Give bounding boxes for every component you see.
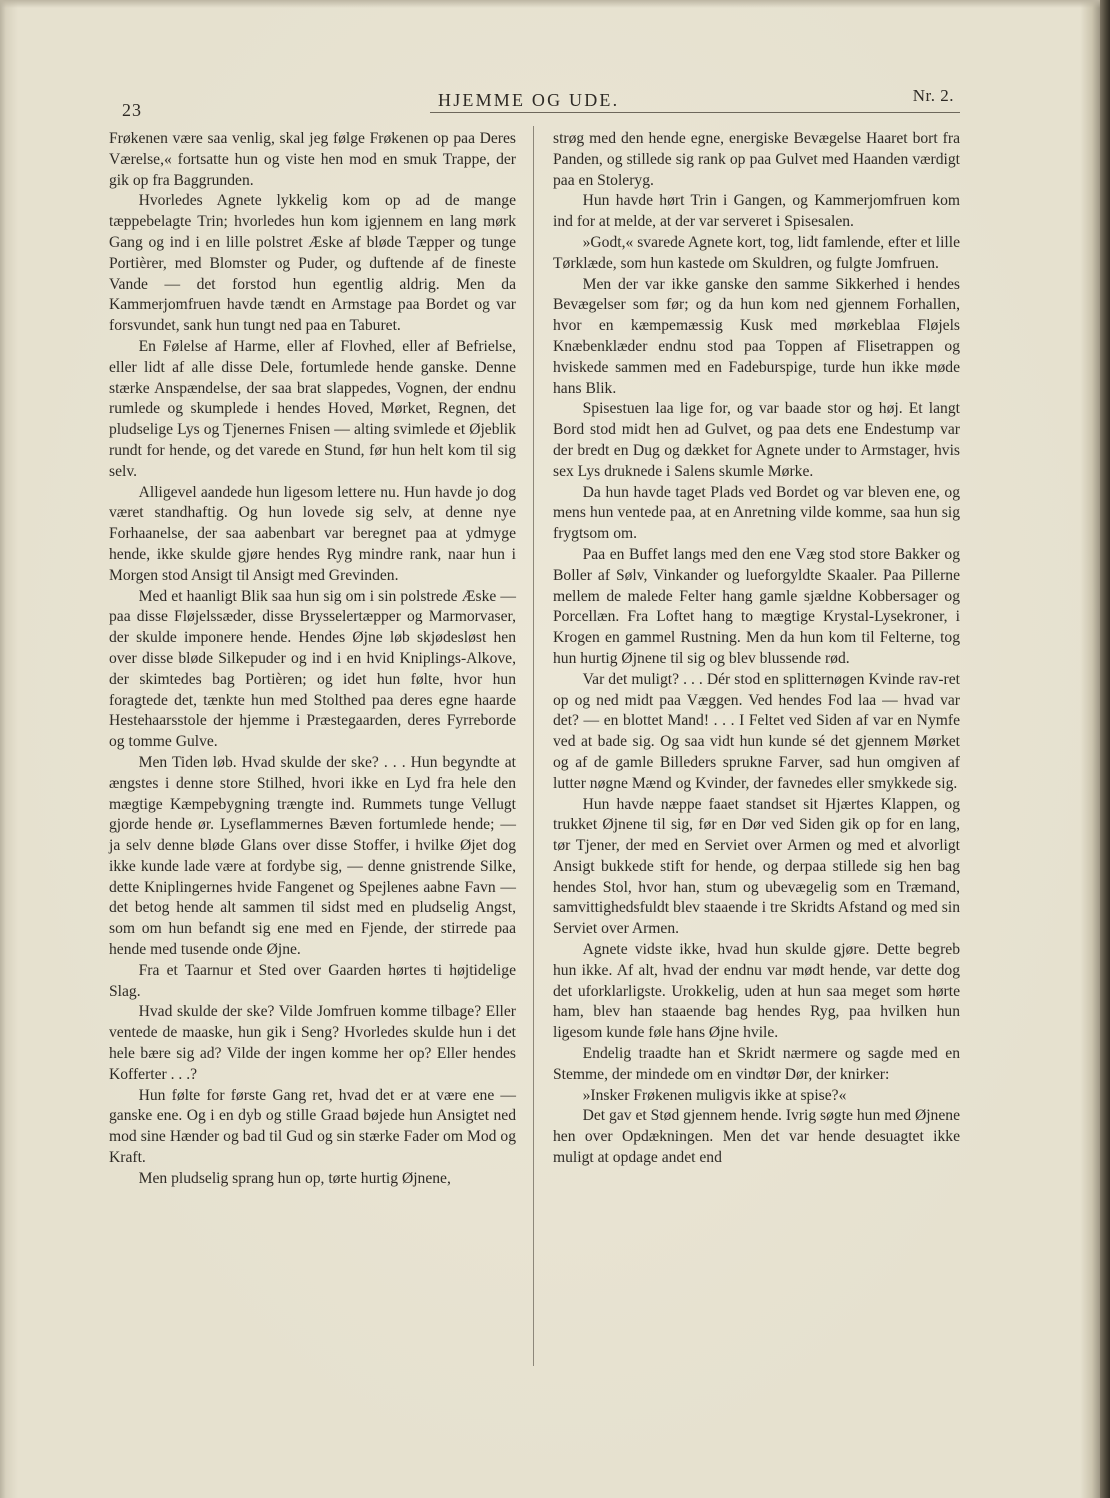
paragraph: Hun havde hørt Trin i Gangen, og Kammerjomfruen kom ind for at melde, at der var serveret i Spisesalen. [553, 192, 960, 231]
paragraph: Var det muligt? . . . Dér stod en splitternøgen Kvinde rav-ret op og ned midt paa Væggen. Ved hendes Fod laa — hvad var det? — en blottet Mand! . . . I Feltet ved Siden af var en Nymfe ved at bade sig. Og saa vidt hun kunde sé det gjennem Mørket og af de gamle Billeders sprukne Farver, sad hun omgiven af lutter nøgne Mænd og Kvinder, der favnedes eller smykkede sig. [553, 670, 960, 792]
issue-number: Nr. 2. [912, 86, 954, 105]
paragraph: Hvad skulde der ske? Vilde Jomfruen komme tilbage? Eller ventede de maaske, hun gik i Seng? Hvorledes skulde hun i det hele bære sig ad? Vilde der ingen komme her op? Eller hendes Kofferter . . .? [109, 1003, 516, 1083]
right-column [553, 129, 960, 1169]
header-rule [430, 112, 960, 113]
paragraph: Det gav et Stød gjennem hende. Ivrig søgte hun med Øjnene hen over Opdækningen. Men det var hende desuagtet ikke muligt at opdage andet end [553, 1107, 960, 1167]
paragraph: Hvorledes Agnete lykkelig kom op ad de mange tæppebelagte Trin; hvorledes hun kom igjennem en lang mørk Gang og ind i en lille polstret Æske af bløde Tæpper og tunge Portièrer, med Blomster og Puder, og duftende af de fineste Vande — det forstod hun egentlig aldrig. Men da Kammerjomfruen havde tændt en Armstage paa Bordet og var forsvundet, sank hun tungt ned paa en Taburet. [109, 192, 516, 335]
paragraph: Frøkenen være saa venlig, skal jeg følge Frøkenen op paa Deres Værelse,« fortsatte hun og viste hen mod en smuk Trappe, der gik op fra Baggrunden. [109, 130, 516, 189]
paragraph: Men Tiden løb. Hvad skulde der ske? . . . Hun begyndte at ængstes i denne store Stilhed, hvori ikke en Lyd fra hele den mægtige Kæmpebygning trængte ind. Rummets tunge Vellugt gjorde hende ør. Lyseflammernes Bæven fortumlede hende; — ja selv denne bløde Glans over disse Stoffer, i hvilke Øjet dog ikke kunde lade være at fordybe sig, — denne gnistrende Silke, dette Kniplingernes hvide Fangenet og Spejlenes aabne Favn — det betog hende alt sammen til sidst med en pludselig Angst, som om hun befandt sig ene med en Fjende, der stirrede paa hende med tusende onde Øjne. [109, 753, 516, 959]
paragraph: En Følelse af Harme, eller af Flovhed, eller af Befrielse, eller lidt af alle disse Dele, fortumlede hende ganske. Denne stærke Anspændelse, der saa brat slappedes, Vognen, der endnu rumlede og skumplede i hendes Hoved, Mørket, Regnen, det pludselige Lys og Tjenernes Fnisen — alting svimlede et Øjeblik rundt for hende, og det varede en Stund, før hun helt kom til sig selv. [109, 337, 516, 480]
book-spine [1100, 0, 1110, 1498]
running-head [118, 86, 960, 120]
paragraph: Alligevel aandede hun ligesom lettere nu. Hun havde jo dog været standhaftig. Og hun lovede sig selv, at denne nye Forhaanelse, der saa aabenbart var beregnet paa at ydmyge hende, ikke skulde gjøre hendes Ryg mindre rank, naar hun i Morgen stod Ansigt til Ansigt med Grevinden. [109, 483, 516, 584]
paragraph: Paa en Buffet langs med den ene Væg stod store Bakker og Boller af Sølv, Vinkander og lueforgyldte Skaaler. Paa Pillerne mellem de malede Felter hang gamle sjældne Kobbersager og Porcellæn. Fra Loftet hang to mægtige Krystal-Lysekroner, i Krogen en gammel Rustning. Men da hun kom til Felterne, tog hun hurtig Øjnene til sig og blev blussende rød. [553, 545, 960, 667]
paragraph: Med et haanligt Blik saa hun sig om i sin polstrede Æske — paa disse Fløjelssæder, disse Brysselertæpper og Marmorvaser, der skulde imponere hende. Hendes Øjne løb skjødesløst hen over disse bløde Silkepuder og ind i en hvid Kniplings-Alkove, der skimtedes bag Portièren; og idet hun følte, hvor hun foragtede det, tænkte hun med Stolthed paa deres egne haarde Hestehaarsstole der hjemme i Præstegaarden, deres Fyrreborde og tomme Gulve. [109, 587, 516, 751]
magazine-title: HJEMME OG UDE. [438, 90, 620, 110]
page-number: 23 [122, 100, 142, 120]
left-column [109, 129, 516, 1190]
paragraph: Spisestuen laa lige for, og var baade stor og høj. Et langt Bord stod midt hen ad Gulvet, og paa dets ene Endestump var der bredt en Dug og dækket for Agnete under to Armstager, hvis sex Lys druknede i Salens skumle Mørke. [553, 400, 960, 480]
column-divider [533, 126, 534, 1366]
paragraph: Agnete vidste ikke, hvad hun skulde gjøre. Dette begreb hun ikke. Af alt, hvad der endnu var mødt hende, var dette dog det uforklarligste. Urokkelig, uden at hun saa meget som hørte ham, blev han staaende bag hendes Ryg, paa hvilken hun ligesom kunde føle hans Øjne hvile. [553, 941, 960, 1042]
paragraph: Men pludselig sprang hun op, tørte hurtig Øjnene, [138, 1169, 451, 1187]
paragraph: Da hun havde taget Plads ved Bordet og var bleven ene, og mens hun ventede paa, at en Anretning vilde komme, saa hun sig frygtsom om. [553, 483, 960, 543]
paragraph: strøg med den hende egne, energiske Bevægelse Haaret bort fra Panden, og stillede sig rank op paa Gulvet med Haanden værdigt paa en Stoleryg. [553, 130, 960, 189]
paragraph: Hun følte for første Gang ret, hvad det er at være ene — ganske ene. Og i en dyb og stille Graad bøjede hun Ansigtet ned mod sine Hænder og bad til Gud og sin stærke Fader om Mod og Kraft. [109, 1086, 516, 1167]
paragraph: Men der var ikke ganske den samme Sikkerhed i hendes Bevægelser som før; og da hun kom ned gjennem Forhallen, hvor en kæmpemæssig Kusk med mørkeblaa Fløjels Knæbenklæder endnu stod paa Toppen af Flisetrappen og hviskede sammen med en Fadeburspige, turde hun ikke møde hans Blik. [553, 275, 960, 397]
paragraph: Fra et Taarnur et Sted over Gaarden hørtes ti højtidelige Slag. [109, 961, 516, 1000]
paragraph: »Godt,« svarede Agnete kort, tog, lidt famlende, efter et lille Tørklæde, som hun kastede om Skuldren, og fulgte Jomfruen. [553, 233, 960, 272]
paragraph: »Insker Frøkenen muligvis ikke at spise?« [582, 1086, 847, 1104]
paragraph: Hun havde næppe faaet standset sit Hjærtes Klappen, og trukket Øjnene til sig, før en Dør ved Siden gik op for en lang, tør Tjener, der med en Serviet over Armen og med et alvorligt Ansigt bukkede stift for hende, og derpaa stillede sig hen bag hendes Stol, hvor han, stum og ubevægelig som en Træmand, samvittighedsfuldt blev staaende i tre Skridts Afstand og med sin Serviet over Armen. [553, 795, 960, 938]
paragraph: Endelig traadte han et Skridt nærmere og sagde med en Stemme, der mindede om en vindtør Dør, der knirker: [553, 1045, 960, 1083]
